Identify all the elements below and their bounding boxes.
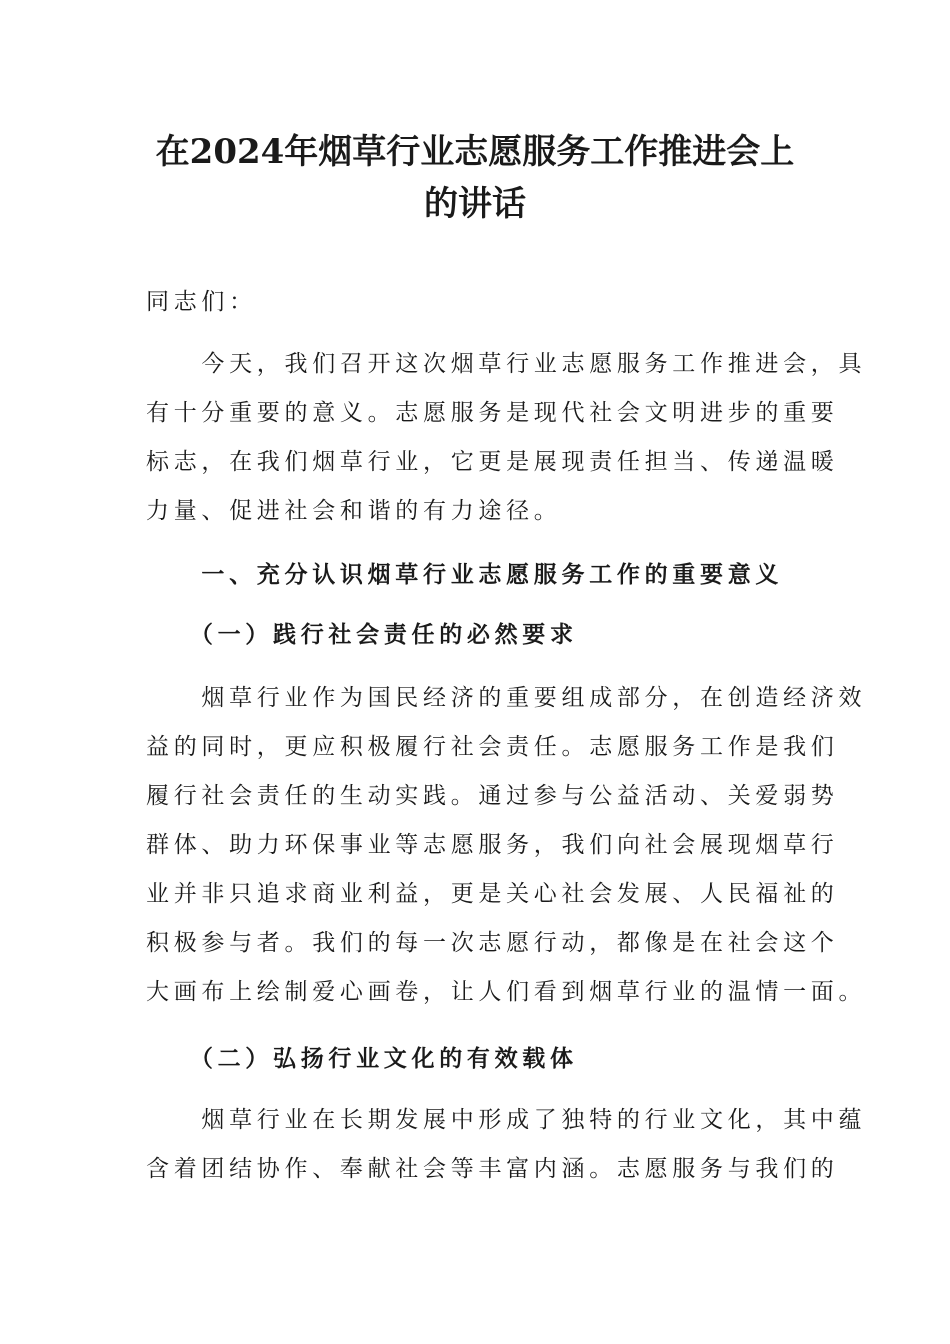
salutation [146, 278, 810, 327]
paragraph-line: 益的同时，更应积极履行社会责任。志愿服务工作是我们 [146, 734, 839, 760]
paragraph-intro [146, 340, 867, 536]
paragraph-line: 标志，在我们烟草行业，它更是展现责任担当、传递温暖 [146, 449, 839, 475]
paragraph-line: 含着团结协作、奉献社会等丰富内涵。志愿服务与我们的 [146, 1156, 839, 1182]
title-line-1: 在2024年烟草行业志愿服务工作推进会上 [155, 132, 795, 172]
paragraph-line: 积极参与者。我们的每一次志愿行动，都像是在社会这个 [146, 930, 839, 956]
paragraph-line: 烟草行业在长期发展中形成了独特的行业文化，其中蕴 [146, 1107, 867, 1133]
paragraph-line: 烟草行业作为国民经济的重要组成部分，在创造经济效 [146, 685, 867, 711]
paragraph-line: 业并非只追求商业利益，更是关心社会发展、人民福祉的 [146, 881, 839, 907]
document-title [140, 126, 810, 230]
paragraph-line: 群体、助力环保事业等志愿服务，我们向社会展现烟草行 [146, 832, 839, 858]
paragraph-line: 履行社会责任的生动实践。通过参与公益活动、关爱弱势 [146, 783, 839, 809]
subsection-heading-text: （二）弘扬行业文化的有效载体 [146, 1045, 578, 1072]
paragraph-line: 大画布上绘制爱心画卷，让人们看到烟草行业的温情一面。 [146, 979, 867, 1005]
paragraph-industry-culture [146, 1096, 867, 1194]
salutation-text: 同志们： [146, 289, 257, 315]
paragraph-line: 今天，我们召开这次烟草行业志愿服务工作推进会，具 [146, 351, 867, 377]
section-heading-text: 一、充分认识烟草行业志愿服务工作的重要意义 [146, 561, 784, 588]
subsection-heading-text: （一）践行社会责任的必然要求 [146, 621, 578, 648]
paragraph-line: 有十分重要的意义。志愿服务是现代社会文明进步的重要 [146, 400, 839, 426]
subsection-heading-2 [146, 1034, 810, 1083]
section-heading-1 [146, 550, 810, 599]
paragraph-social-responsibility [146, 674, 867, 1017]
subsection-heading-1 [146, 610, 810, 659]
title-line-2: 的讲话 [424, 184, 526, 224]
paragraph-line: 力量、促进社会和谐的有力途径。 [146, 498, 562, 524]
